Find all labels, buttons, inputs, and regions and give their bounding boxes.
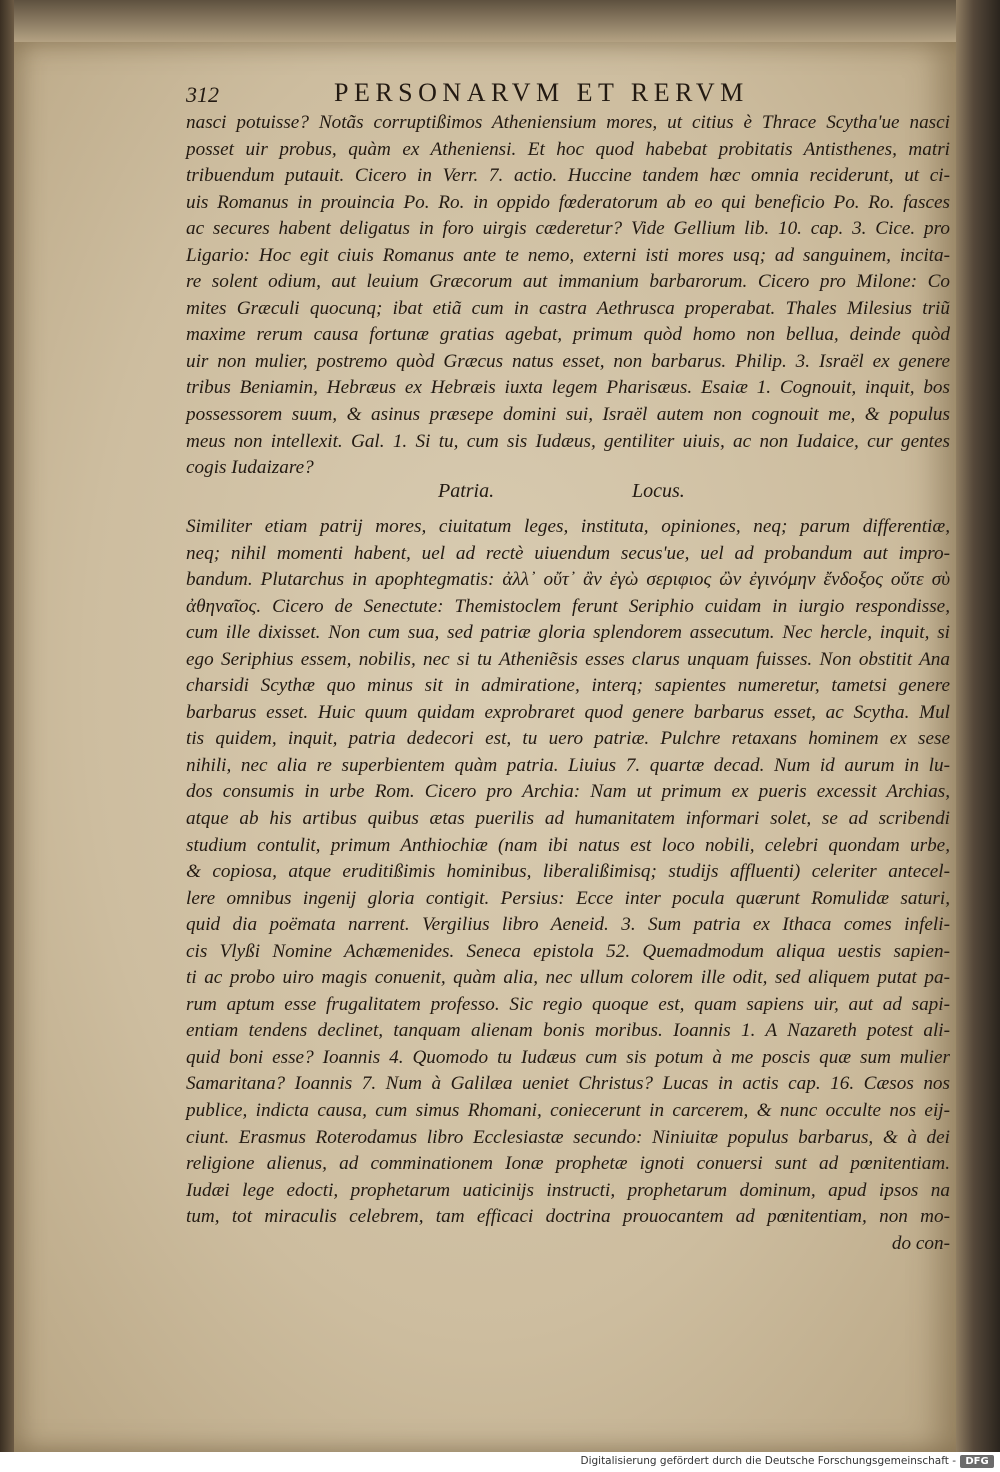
text-line: tis quidem, inquit, patria dedecori est, tu uero patriæ. Pulchre retaxans hominem ex sese	[186, 728, 950, 750]
text-line: rum aptum esse frugalitatem professo. Sic regio quoque est, quam sapiens uir, aut ad sapi-	[186, 993, 950, 1015]
text-line: entiam tendens declinet, tanquam alienam bonis moribus. Ioannis 1. A Nazareth potest ali-	[186, 1020, 950, 1042]
text-line: tum, tot miraculis celebrem, tam efficaci doctrina prouocantem ad pœnitentiam, non mo-	[186, 1206, 950, 1228]
text-line: tribuendum putauit. Cicero in Verr. 7. actio. Huccine tandem hæc omnia reciderunt, ut ci-	[186, 165, 950, 187]
text-line: Similiter etiam patrij mores, ciuitatum leges, instituta, opiniones, neq; parum differentiæ,	[186, 516, 950, 537]
text-line: Ligario: Hoc egit ciuis Romanus ante te nemo, externi isti mores usq; ad sanguinem, incita-	[186, 244, 950, 266]
text-line: ac secures habent deligatus in foro uirgis cæderetur? Vide Gellium lib. 10. cap. 3. Cice. pro	[186, 218, 950, 240]
footer-bar	[0, 1452, 1000, 1472]
text-line: Samaritana? Ioannis 7. Num à Galilæa ueniet Christus? Lucas in actis cap. 16. Cæsos nos	[186, 1073, 950, 1095]
text-line: charsidi Scythæ quo minus sit in admiratione, interq; sapientes numeretur, tametsi genere	[186, 675, 950, 697]
text-line: quid boni esse? Ioannis 4. Quomodo tu Iudæus cum sis potum à me poscis quæ sum mulier	[186, 1046, 950, 1068]
subheading-locus: Locus.	[632, 480, 685, 502]
text-line: re solent odium, aut leuium Græcorum aut immanium barbarorum. Cicero pro Milone: Co	[186, 271, 950, 293]
text-line: neq; nihil momenti habent, uel ad rectè uiuendum secus'ue, uel ad probandum aut impro-	[186, 542, 950, 564]
dfg-logo: DFG	[960, 1455, 994, 1468]
text-line: publice, indicta causa, cum simus Rhomani, coniecerunt in carcerem, & nunc occulte nos eij-	[186, 1100, 950, 1122]
page-number: 312	[186, 82, 219, 107]
text-line: cis Vlyßi Nomine Achæmenides. Seneca epistola 52. Quemadmodum aliqua uestis sapien-	[186, 940, 950, 962]
paragraph-1	[186, 110, 950, 482]
text-line: ti ac probo uiro magis conuenit, quàm alia, nec ullum colorem ille odit, sed aliquem putat pa-	[186, 967, 950, 989]
text-line: cum ille dixisset. Non cum sua, sed patriæ gloria splendorem assecutum. Nec hercle, inquit, si	[186, 622, 950, 644]
text-line: tribus Beniamin, Hebræus ex Hebræis iuxta legem Pharisæus. Esaiæ 1. Cognouit, inquit, bos	[186, 377, 950, 399]
text-line: barbarus esset. Huic quum quidam exprobraret quod genere barbarus esset, ac Scytha. Mul	[186, 701, 950, 723]
text-line: dos consumis in urbe Rom. Cicero pro Archia: Nam ut primum ex pueris excessit Archias,	[186, 781, 950, 803]
text-line: cogis Iudaizare?	[186, 457, 314, 479]
page-top-shadow	[14, 0, 956, 42]
text-line: ciunt. Erasmus Roterodamus libro Ecclesiastæ secundo: Niniuitæ populus barbarus, & à dei	[186, 1126, 950, 1148]
subheading-patria: Patria.	[438, 480, 495, 502]
text-line: nasci potuisse? Notãs corruptißimos Atheniensium mores, ut citius è Thrace Scytha'ue nasci	[186, 112, 950, 133]
running-head	[186, 78, 950, 110]
text-line: mites Græculi quocunq; ibat etiã cum in castra Aethrusca properabat. Thales Milesius triũ	[186, 297, 950, 319]
text-line: Iudæi lege edocti, prophetarum uaticinijs instructi, prophetarum dominum, apud ipsos na	[186, 1179, 950, 1201]
text-line: possessorem suum, & asinus præsepe domini sui, Israël autem non cognouit me, & populus	[186, 404, 950, 426]
text-line: quid dia poëmata narrent. Vergilius libro Aeneid. 3. Sum patria ex Ithaca comes infeli-	[186, 914, 950, 936]
text-line: studium contulit, primum Anthiochiæ (nam ibi natus est loco nobili, celebri quondam urbe,	[186, 834, 950, 856]
paragraph-2	[186, 514, 950, 1257]
text-line: ἀθηναῖος. Cicero de Senectute: Themistoclem ferunt Seriphio cuidam in iurgio respondisse,	[186, 595, 950, 617]
text-line: ego Seriphius essem, nobilis, nec si tu Atheniẽsis esses clarus unquam fuisses. Non obstitit Ana	[186, 648, 950, 670]
text-line: bandum. Plutarchus in apophtegmatis: ἀλλ᾽ οὔτ᾽ ἂν ἐγὼ σεριφιος ὢν ἐγινόμην ἔνδοξος οὔτε σὺ	[186, 569, 950, 591]
text-line: religione alienus, ad comminationem Ionæ prophetæ ignoti conuersi sunt ad pœnitentiam.	[186, 1153, 950, 1175]
text-line: atque ab his artibus quibus ætas puerilis ad humanitatem informari solet, se ad scribendi	[186, 808, 950, 830]
text-line: posset uir probus, quàm ex Atheniensi. Et hoc quod habebat probitatis Antisthenes, matri	[186, 138, 950, 160]
text-line: & copiosa, atque eruditißimis hominibus, liberalißimisq; studijs affluenti) celeriter antecel-	[186, 861, 950, 883]
text-line: uir non mulier, postremo quòd Græcus natus esset, non barbarus. Philip. 3. Israël ex genere	[186, 350, 950, 372]
funding-credit: Digitalisierung gefördert durch die Deutsche Forschungsgemeinschaft -	[580, 1455, 956, 1467]
right-page-edge	[956, 0, 1000, 1452]
left-binding-edge	[0, 0, 14, 1452]
text-line: maxime rerum causa fortunæ gratias agebat, primum quòd homo non bellua, deinde quòd	[186, 324, 950, 346]
running-title: PERSONARVM ET RERVM	[334, 78, 749, 107]
text-line: nihili, nec alia re superbientem quàm patria. Liuius 7. quartæ decad. Num id aurum in lu-	[186, 754, 950, 776]
text-line: lere omnibus ingenij gloria contigit. Persius: Ecce inter pocula quærunt Romulidæ saturi,	[186, 887, 950, 909]
text-line: uis Romanus in prouincia Po. Ro. in oppido fœderatorum ab eo qui beneficio Po. Ro. fasces	[186, 191, 950, 213]
text-line: meus non intellexit. Gal. 1. Si tu, cum sis Iudæus, gentiliter uiuis, ac non Iudaice, cur gentes	[186, 430, 950, 452]
catchword: do con-	[891, 1232, 950, 1254]
